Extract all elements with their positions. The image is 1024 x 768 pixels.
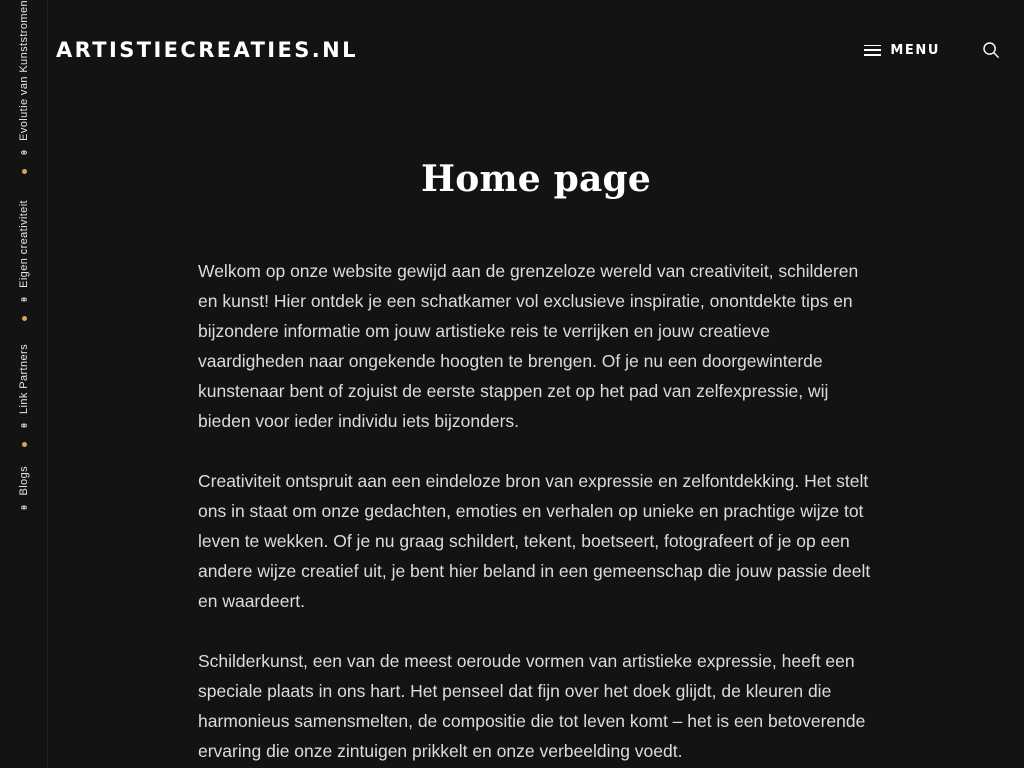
sidebar-item-label: Eigen creativiteit [18, 200, 30, 288]
sidebar-item-blogs[interactable] [0, 466, 48, 514]
sidebar-item-label: Evolutie van Kunststromen [18, 0, 30, 141]
link-icon: ⚭ [18, 145, 30, 160]
article-body [198, 256, 874, 766]
link-icon: ⚭ [18, 500, 30, 515]
paragraph: Creativiteit ontspruit aan een eindeloze bron van expressie en zelfontdekking. Het stelt ons in staat om onze gedachten, emoties en verhalen op unieke en prachtige wijze tot leven te wekken. Of je nu graag schildert, tekent, boetseert, fotografeert of je op een andere wijze creatief uit, je bent hier beland in een gemeenschap die jouw passie deelt en waardeert. [198, 471, 871, 611]
paragraph: Welkom op onze website gewijd aan de grenzeloze wereld van creativiteit, schilderen en kunst! Hier ontdek je een schatkamer vol exclusieve inspiratie, onontdekte tips en bijzondere informatie om jouw artistieke reis te verrijken en jouw creatieve vaardigheden naar ongekende hoogten te brengen. Of je nu een doorgewinterde kunstenaar bent of zojuist de eerste stappen zet op het pad van zelfexpressie, wij bieden voor ieder individu iets bijzonders. [198, 261, 859, 431]
bullet-dot-icon [22, 169, 27, 174]
content-container [198, 158, 874, 766]
link-icon: ⚭ [18, 292, 30, 307]
page-title: Home page [421, 158, 651, 200]
site-header [48, 0, 1024, 100]
menu-label: MENU [890, 42, 940, 58]
main-content [48, 100, 1024, 768]
vertical-side-navigation [0, 0, 48, 768]
site-title[interactable]: ARTISTIECREATIES.NL [56, 38, 358, 62]
sidebar-item-label: Link Partners [18, 344, 30, 415]
sidebar-item-label: Blogs [18, 466, 30, 496]
header-actions [864, 41, 1000, 59]
bullet-dot-icon [22, 442, 27, 447]
sidebar-item-eigen-creativiteit[interactable] [0, 200, 48, 321]
search-button[interactable] [982, 41, 1000, 59]
menu-toggle-button[interactable] [864, 43, 940, 58]
search-icon [982, 41, 1000, 59]
hamburger-icon [864, 45, 881, 56]
sidebar-item-link-partners[interactable] [0, 344, 48, 447]
paragraph: Schilderkunst, een van de meest oeroude vormen van artistieke expressie, heeft een speciale plaats in ons hart. Het penseel dat fijn over het doek glijdt, de kleuren die harmonieus samensmelten, de compositie die tot leven komt – het is een betoverende ervaring die onze zintuigen prikkelt en onze verbeelding voedt. [198, 651, 866, 761]
sidebar-item-evolutie-van-kunststromen[interactable] [0, 0, 48, 174]
link-icon: ⚭ [18, 419, 30, 434]
bullet-dot-icon [22, 316, 27, 321]
